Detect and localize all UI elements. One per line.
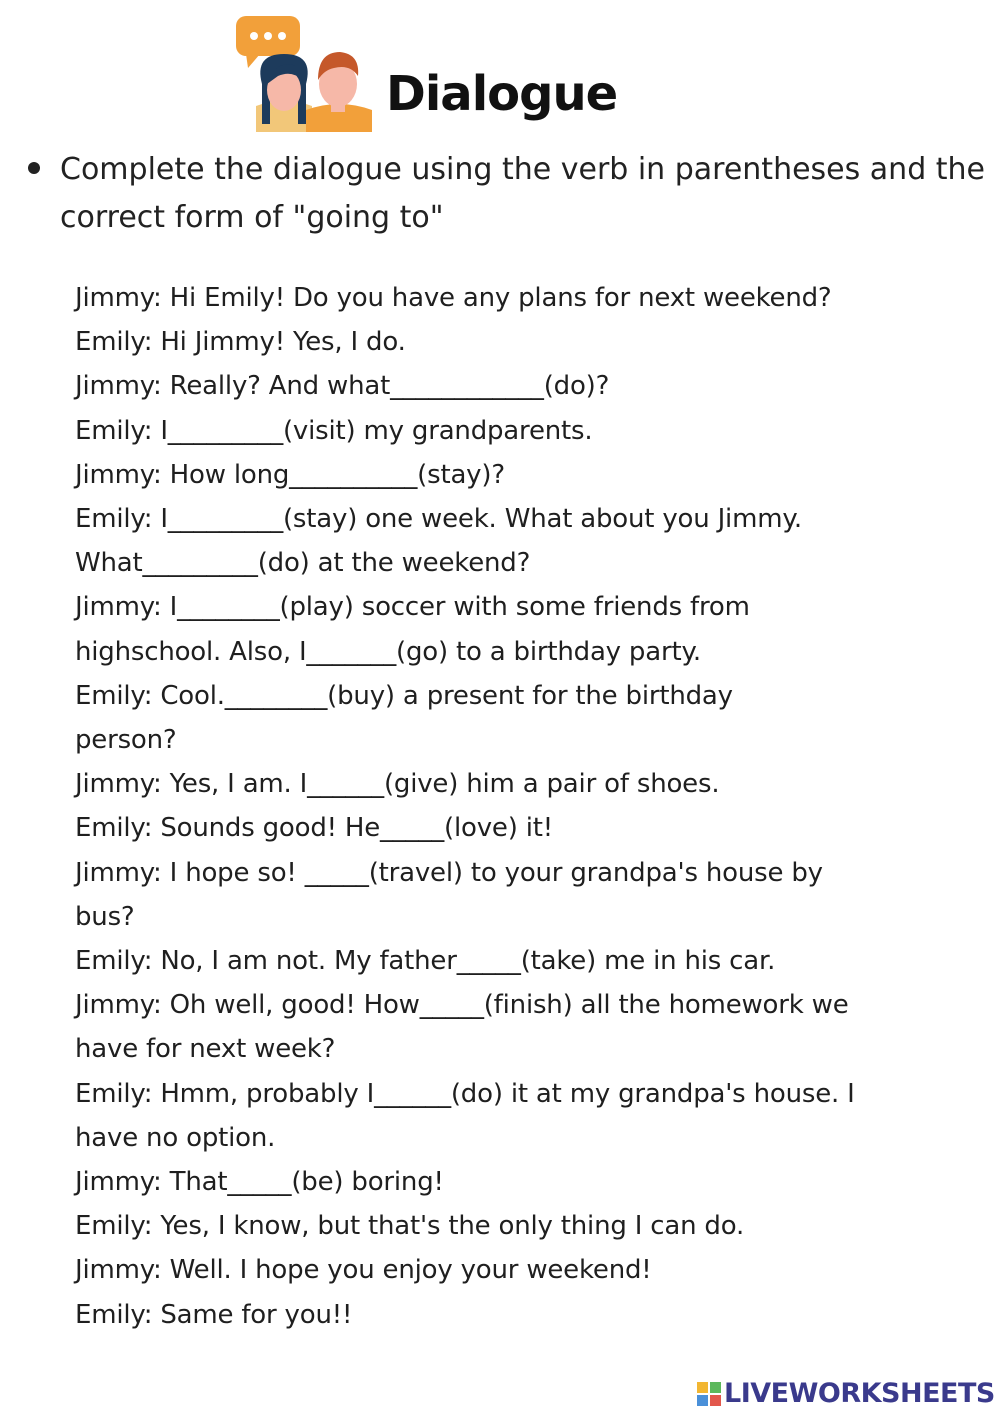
dialogue-line: What_________(do) at the weekend? xyxy=(75,548,531,579)
dialogue-line: Emily: No, I am not. My father_____(take) me in his car. xyxy=(75,946,776,977)
dialogue-line: person? xyxy=(75,725,177,756)
worksheet-header xyxy=(0,0,1000,140)
liveworksheets-logo-icon xyxy=(696,1381,722,1407)
dialogue-line: Jimmy: I hope so! _____(travel) to your grandpa's house by xyxy=(75,857,823,888)
dialogue-line: Emily: Hi Jimmy! Yes, I do. xyxy=(75,327,406,358)
dialogue-block xyxy=(75,276,975,1337)
page-title: Dialogue xyxy=(386,66,618,122)
dialogue-people-icon xyxy=(234,14,379,134)
dialogue-line: have for next week? xyxy=(75,1034,336,1065)
dialogue-line: have no option. xyxy=(75,1122,276,1153)
dialogue-line: Emily: Yes, I know, but that's the only thing I can do. xyxy=(75,1211,745,1242)
instruction-text: Complete the dialogue using the verb in parentheses and the correct form of "going to" xyxy=(60,152,986,235)
dialogue-line: highschool. Also, I_______(go) to a birthday party. xyxy=(75,636,702,667)
dialogue-line: Emily: Cool.________(buy) a present for the birthday xyxy=(75,680,733,711)
dialogue-line: Emily: I_________(visit) my grandparents. xyxy=(75,415,593,446)
dialogue-line: Jimmy: Yes, I am. I______(give) him a pair of shoes. xyxy=(75,769,720,800)
dialogue-line: Jimmy: Really? And what____________(do)? xyxy=(75,371,610,402)
dialogue-line: Jimmy: I________(play) soccer with some friends from xyxy=(75,592,750,623)
dialogue-line: Emily: I_________(stay) one week. What about you Jimmy. xyxy=(75,504,802,535)
dialogue-line: bus? xyxy=(75,901,135,932)
dialogue-line: Jimmy: How long__________(stay)? xyxy=(75,459,505,490)
brand-name: LIVEWORKSHEETS xyxy=(724,1378,995,1409)
dialogue-line: Emily: Hmm, probably I______(do) it at my grandpa's house. I xyxy=(75,1078,855,1109)
dialogue-line: Jimmy: Well. I hope you enjoy your weekend! xyxy=(75,1255,652,1286)
dialogue-line: Jimmy: That_____(be) boring! xyxy=(75,1167,444,1198)
dialogue-line: Jimmy: Hi Emily! Do you have any plans for next weekend? xyxy=(75,283,832,313)
liveworksheets-logo[interactable] xyxy=(696,1376,996,1412)
dialogue-line: Emily: Sounds good! He_____(love) it! xyxy=(75,813,553,844)
dialogue-line: Emily: Same for you!! xyxy=(75,1299,353,1330)
bullet-icon xyxy=(28,162,40,174)
dialogue-line: Jimmy: Oh well, good! How_____(finish) all the homework we xyxy=(75,990,849,1021)
